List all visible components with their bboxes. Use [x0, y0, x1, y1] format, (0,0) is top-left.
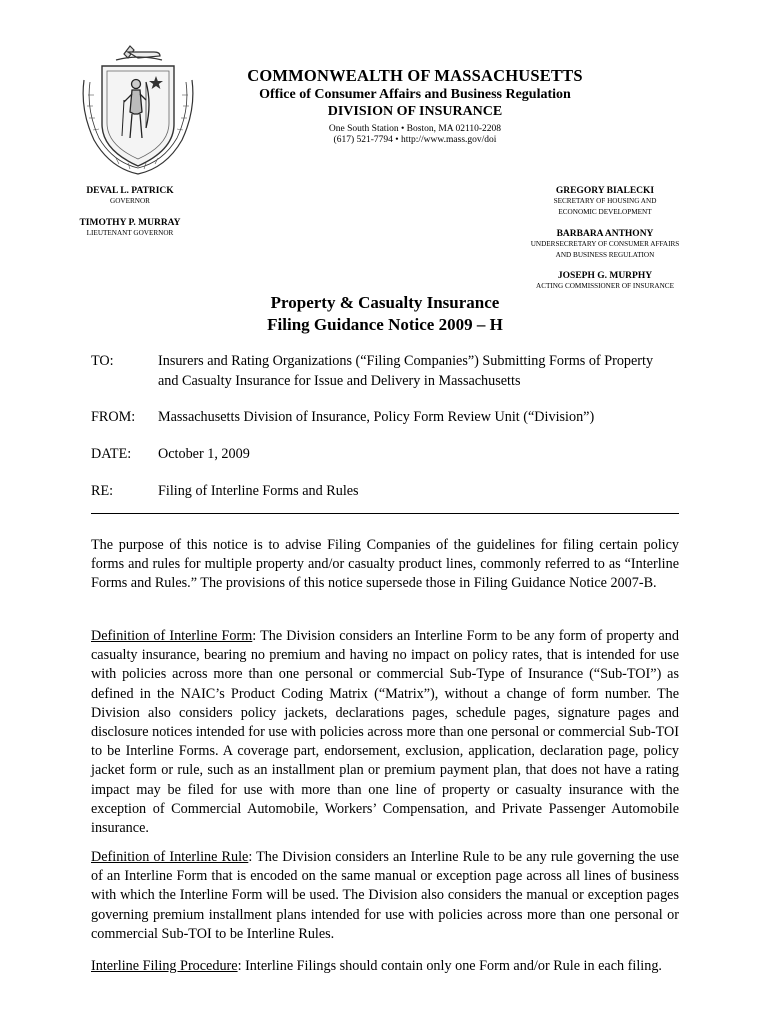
- notice-title: Property & Casualty Insurance: [270, 293, 500, 312]
- official-title: AND BUSINESS REGULATION: [555, 251, 655, 259]
- procedure-paragraph: [91, 957, 679, 976]
- letterhead-office: Office of Consumer Affairs and Business Regulation: [259, 87, 571, 102]
- definition-rule-heading: Definition of Interline Rule: [91, 849, 249, 865]
- official-title: SECRETARY OF HOUSING AND: [553, 197, 657, 205]
- official-name: TIMOTHY P. MURRAY: [79, 218, 181, 228]
- official-undersecretary: [510, 229, 700, 261]
- letterhead-address: One South Station • Boston, MA 02110-2208: [328, 124, 502, 134]
- official-governor: [60, 186, 200, 207]
- procedure-heading: Interline Filing Procedure: [91, 958, 238, 974]
- official-secretary: [510, 186, 700, 218]
- official-title: ECONOMIC DEVELOPMENT: [558, 208, 652, 216]
- definition-form-paragraph: [91, 627, 679, 838]
- memo-to-label: TO:: [91, 353, 114, 369]
- memo-re-label: RE:: [91, 483, 114, 499]
- official-title: UNDERSECRETARY OF CONSUMER AFFAIRS: [530, 240, 680, 248]
- definition-rule-paragraph: [91, 848, 679, 944]
- memo-to-line: Insurers and Rating Organizations (“Filing Companies”) Submitting Forms of Property: [158, 353, 654, 369]
- letterhead-contact: (617) 521-7794 • http://www.mass.gov/doi: [333, 135, 497, 145]
- letterhead-commonwealth: COMMONWEALTH OF MASSACHUSETTS: [247, 66, 583, 85]
- official-name: GREGORY BIALECKI: [555, 186, 655, 196]
- definition-form-text: : The Division considers an Interline Form to be any form of property and casualty insurance, bearing no premium and having no impact on policy rates, that is intended for use with policies across more than one personal or commercial Sub-Type of Insurance (“Sub-TOI”) as defined in the NAIC’s Product Coding Matrix (“Matrix”), without a change of form number. The Division also considers policy jackets, declarations pages, schedule pages, signature pages and disclosure notices intended for use with policies across more than one personal or commercial Sub-TOI to be Interline Forms. A coverage part, endorsement, exclusion, application, declaration page, policy jacket form or rule, such as an installment plan or premium payment plan, that does not have a rating impact may be filed for use with more than one line of property or casualty insurance with the exception of Commercial Automobile, Workers’ Compensation, and Private Passenger Automobile insurance.: [91, 628, 679, 837]
- official-name: JOSEPH G. MURPHY: [557, 271, 653, 281]
- memo-re-value: Filing of Interline Forms and Rules: [158, 483, 359, 499]
- official-commissioner: [510, 271, 700, 292]
- procedure-text: : Interline Filings should contain only one Form and/or Rule in each filing.: [237, 958, 662, 974]
- memo-to-line: and Casualty Insurance for Issue and Delivery in Massachusetts: [158, 373, 521, 389]
- memo-to-value: [158, 351, 688, 391]
- memo-from-value: Massachusetts Division of Insurance, Policy Form Review Unit (“Division”): [158, 409, 595, 425]
- official-name: DEVAL L. PATRICK: [86, 186, 174, 196]
- memo-date-label: DATE:: [91, 446, 132, 462]
- definition-form-heading: Definition of Interline Form: [91, 628, 253, 644]
- official-title: GOVERNOR: [110, 197, 150, 205]
- official-lieutenant-governor: [60, 218, 200, 239]
- official-name: BARBARA ANTHONY: [556, 229, 654, 239]
- notice-subtitle: Filing Guidance Notice 2009 – H: [267, 315, 503, 334]
- massachusetts-seal-icon: [76, 40, 200, 176]
- definition-rule-text: : The Division considers an Interline Rule to be any rule governing the use of an Interline Form that is encoded on the same manual or exception page across all lines of business with which the Interline Form will be used. The Division also considers the manual or exception pages governing premium installment plans intended for use with policies across more than one personal or commercial Sub-TOI to be Interline Rules.: [91, 849, 679, 942]
- official-title: LIEUTENANT GOVERNOR: [86, 229, 174, 237]
- memo-date-value: October 1, 2009: [158, 446, 250, 462]
- letterhead-division: DIVISION OF INSURANCE: [327, 104, 503, 119]
- intro-paragraph: The purpose of this notice is to advise Filing Companies of the guidelines for filing certain policy forms and rules for multiple property and/or casualty product lines, commonly referred to as “Interline Forms and Rules.” The provisions of this notice supersede those in Filing Guidance Notice 2007-B.: [91, 537, 679, 592]
- official-title: ACTING COMMISSIONER OF INSURANCE: [536, 282, 674, 290]
- divider: [91, 513, 679, 514]
- memo-from-label: FROM:: [91, 409, 136, 425]
